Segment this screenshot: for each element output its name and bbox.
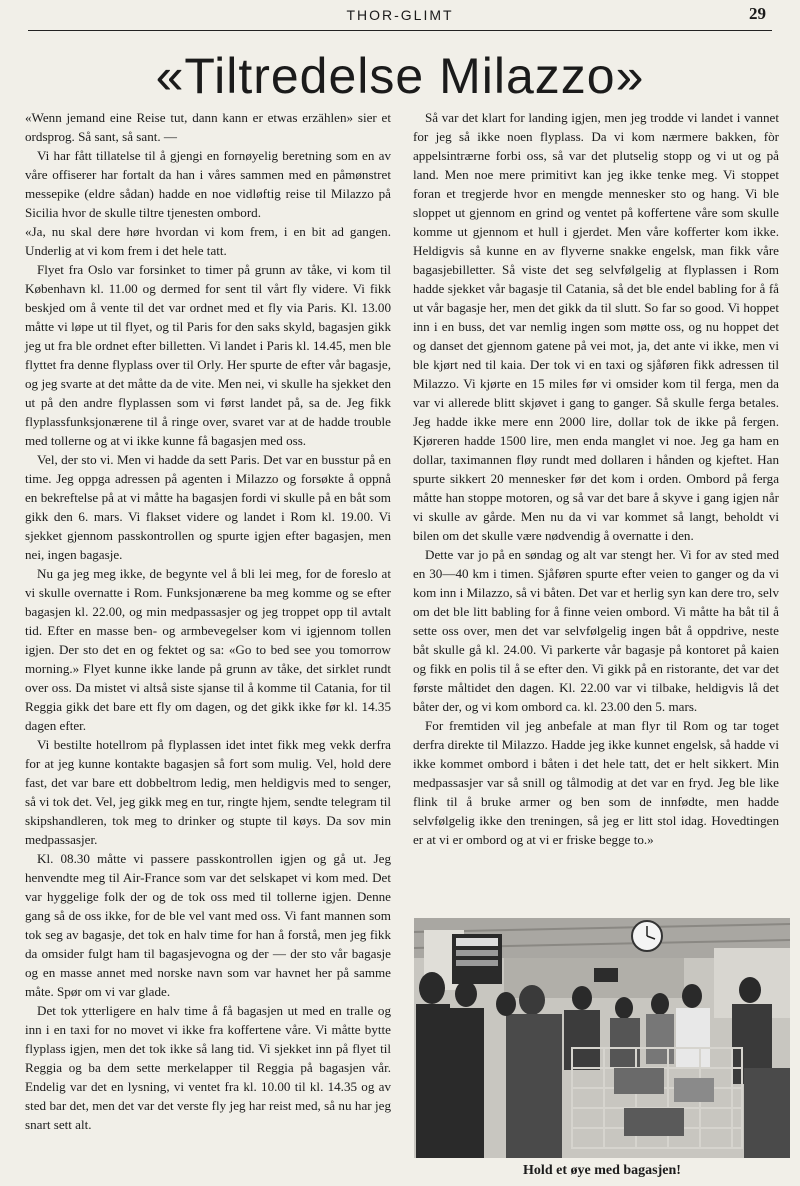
magazine-name: THOR-GLIMT	[346, 7, 454, 23]
paragraph: Flyet fra Oslo var forsinket to timer på grunn av tåke, vi kom til København kl. 11.00 og dermed for sent til vårt fly videre. Vi fikk beskjed om å vente til det var ordnet med et fly via Paris. Kl. 13.00 måtte vi løpe ut til flyet, og til Paris for den saks skyld, bagasjen gikk jeg ut fra ble ordnet efter billetten. Vi landet i Paris kl. 14.45, men ble flyttet fra denne flyplass over til Orly. Her spurte de efter vår bagasje, og jeg svarte at det måtte da de vite. Men nei, vi skulle ha sjekket den ut på den andre flyplassen som vi først landet på, sa de. Jeg fikk flyplassfunksjonærene til å ringe over, svaret var at de hadde trouble med tollerne og at vi ikke kunne få bagasjen med oss.	[25, 262, 391, 448]
paragraph: Vi bestilte hotellrom på flyplassen idet intet fikk meg vekk derfra for at jeg kunne kontakte bagasjen så fort som mulig. Vel, hold dere fast, det var bare ett dobbeltrom ledig, men heldigvis med to senger, så vi tok det. Vel, jeg gikk meg en tur, ringte hjem, sendte telegram til skipshandleren, tok meg to drinker og stupte til køys. Da sov min medpassasjer.	[25, 737, 391, 847]
paragraph: Nu ga jeg meg ikke, de begynte vel å bli lei meg, for de foreslo at vi skulle overnatte i Rom. Funksjonærene ba meg komme og se efter bagasjen kl. 22.00, og min medpassasjer og jeg troppet opp til avtalt tid. Efter en masse ben- og armbevegelser kom vi igjennom tollen igjen. Der sto det en og fektet og sa: «Go to bed see you tomorrow morning.» Flyet kunne ikke lande på grunn av tåke, det sirklet rundt over oss. Da mistet vi altså siste sjanse til å komme til Catania, for til Reggia gikk det bare ett fly om dagen, og det gikk ikke før kl. 14.35 dagen efter.	[25, 566, 391, 733]
paragraph: For fremtiden vil jeg anbefale at man flyr til Rom og tar toget derfra direkte til Milazzo. Hadde jeg ikke kunnet engelsk, så hadde vi ikke kommet ombord i båten i det hele tatt, det er helt sikkert. Min medpassasjer var så snill og tålmodig at det var en fryd. Jeg ble like flink til å bruke armer og ben som de innfødte, men hadde selvfølgelig ikke den treningen, så jeg er litt stol idag. Hovedtingen er at vi er ombord og at vi er friske begge to.»	[413, 718, 779, 847]
left-column	[25, 108, 391, 1134]
paragraph: Kl. 08.30 måtte vi passere passkontrollen igjen og gå ut. Jeg henvendte meg til Air-France som var det selskapet vi kom med. Det var hyggelige folk der og de tok oss med til tollerne igjen. Denne gang så de oss ikke, for de ble vel vant med oss. Vi fant mannen som tok seg av bagasje, det tok en halv time for han å forstå, men jeg fikk da omsider fulgt ham til bagasjevogna og der — der sto vår bagasje og en masse annet med norske navn som var havnet her på samme måte. Spør om vi var glade.	[25, 851, 391, 999]
paragraph: Dette var jo på en søndag og alt var stengt her. Vi for av sted med en 30—40 km i timen. Sjåføren spurte efter veien to ganger og da vi kom inn i Milazzo, så vi båten. Det var et herlig syn kan dere tro, selv om det ble litt babling for å finne veien ombord. Vi måtte ha båt til å sette oss over, men det var selvfølgelig ingen båt å oppdrive, neste båt skulle gå kl. 24.00. Vi parkerte vår bagasje på kontoret på kaien og fikk en polis til å se efter den. Vi gikk på en ristorante, det var det første måltidet den dagen. Kl. 22.00 var vi tilbake, heldigvis lå det båter der, og vi kom ombord ca. kl. 23.00 den 5. mars.	[413, 547, 779, 714]
article-title: «Tiltredelse Milazzo»	[155, 48, 645, 104]
right-column	[413, 108, 779, 849]
paragraph: Så var det klart for landing igjen, men jeg trodde vi landet i vannet for jeg så ikke noen flyplass. Da vi kom nærmere bakken, fòr appelsintrærne forbi oss, så var det plutselig stopp og vi ut og på land. Men noe mere primitivt kan jeg ikke tenke meg. Vi stoppet foran et tregjerde hvor en mengde mennesker sto og hang. Vi ble sloppet ut gjennom en grind og ventet på koffertene våre som skulle komme ut gjennom et hull i gjerdet. Men våre kofferter kom ikke. Heldigvis så kunne en av flyverne snakke engelsk, man fikk våre bagasjebilletter. Så viste det seg selvfølgelig at flyplassen i Rom hadde sjekket vår bagasje til Catania, så det ble endel babling for å få ut vår bagasje her, men det gikk da til slutt. So far so good. Vi hoppet inn i en buss, det var nemlig ingen som møtte oss, og nu hoppet det og danset det gjennom gatene på vei mot, ja, det ante vi ikke, men vi ble kjørt ned til kaia. Der tok vi en taxi og sjåføren fikk adressen til Milazzo. Vi kjørte en 15 miles før vi omsider kom til ferga, men da var vi allerede blitt skjøvet i gang to ganger. Så skulle ferga betales. Jeg hadde ikke mere enn 2000 lire, dollar tok de ikke på fergen. Kjøreren hadde 1500 lire, men enda manglet vi noe. Jeg ga ham en dollar, taximannen fløy rundt med dollaren i hånden og kjeftet. Han spurte sikkert 20 mennesker før det kom i orden. Ombord på ferga måtte han stoppe motoren, og så var det bare å skyve i gang igjen når vi skulle av gårde. Men nu da vi var kommet så langt, beholdt vi bilen om det skulle være nødvendig å overnatte i den.	[413, 110, 779, 543]
paragraph: Vel, der sto vi. Men vi hadde da sett Paris. Det var en busstur på en time. Jeg oppga adressen på agenten i Milazzo og forsøkte å oppnå en bekreftelse på at vi måtte ha bagasjen fordi vi skulle på en båt som gikk den 6. mars. Vi flakset videre og landet i Rom kl. 19.00. Vi sjekket gjennom passkontrollen og spurte igjen efter bagasjen, men nei, ingen bagasje.	[25, 452, 391, 562]
photo-caption: Hold et øye med bagasjen!	[523, 1163, 681, 1178]
page-header	[28, 0, 772, 31]
paragraph: «Wenn jemand eine Reise tut, dann kann er etwas erzählen» sier et ordsprog. Så sant, så sant. —	[25, 110, 391, 144]
page-number: 29	[749, 4, 766, 23]
paragraph: Vi har fått tillatelse til å gjengi en fornøyelig beretning som en av våre offiserer har fortalt da han i våres sammen med en påmønstret messepike (eldre sådan) hadde en noe vidløftig reise til Milazzo på Sicilia hvor de skulle tiltre tjenesten ombord.	[25, 148, 391, 220]
paragraph: Det tok ytterligere en halv time å få bagasjen ut med en tralle og inn i en taxi for no movet vi ikke fra koffertene våre. Vi måtte bytte flyplass igjen, men det tok ikke så lang tid. Vi sjekket inn på flyet til Reggia og ba dem sette merkelapper til Reggia på bagasjen vår. Endelig var det en lysning, vi ventet fra kl. 10.00 til kl. 14.35 og av sted bar det, men det var det verste fly jeg har reist med, så nu har jeg snart sett alt.	[25, 1003, 391, 1132]
airport-baggage-photo	[414, 918, 790, 1158]
photo-illustration	[414, 918, 790, 1158]
paragraph: «Ja, nu skal dere høre hvordan vi kom frem, i en bit ad gangen. Underlig at vi kom frem i det hele tatt.	[25, 224, 391, 258]
